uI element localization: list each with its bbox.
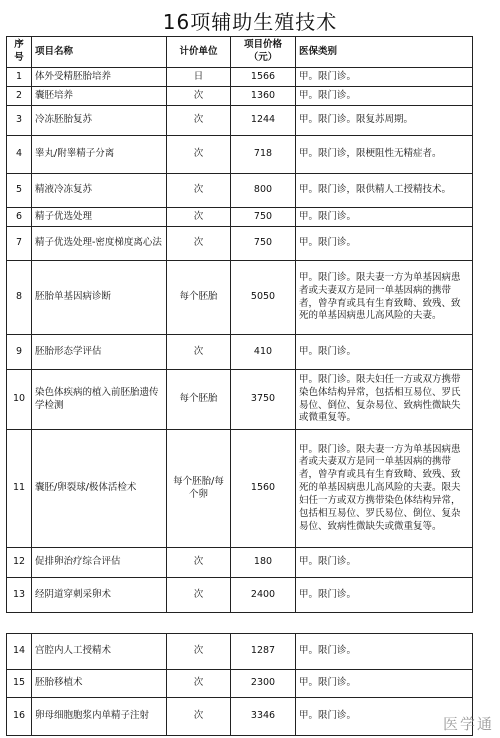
cell-unit: 次 (167, 87, 231, 106)
header-unit: 计价单位 (167, 37, 231, 68)
table-row (7, 634, 473, 670)
cell-price: 1244 (231, 106, 296, 136)
cell-name: 胚胎形态学评估 (32, 335, 167, 370)
cell-no: 10 (7, 370, 32, 430)
table-row (7, 106, 473, 136)
cell-insurance: 甲。限门诊。 (296, 548, 473, 578)
cell-price: 750 (231, 227, 296, 261)
fee-table (6, 36, 473, 613)
cell-price: 410 (231, 335, 296, 370)
cell-unit: 次 (167, 335, 231, 370)
cell-name: 囊胚/卵裂球/极体活检术 (32, 430, 167, 548)
cell-insurance: 甲。限门诊。限夫妻一方为单基因病患者或夫妻双方是同一单基因病的携带者，曾孕育或具有生育致畸、致残、致死的单基因病患儿高风险的夫妻。限夫妇任一方或双方携带染色体结构异常，包括相互易位、罗氏易位、倒位、复杂易位、致病性微缺失或微重复等。 (296, 430, 473, 548)
cell-unit: 次 (167, 208, 231, 227)
cell-no: 8 (7, 261, 32, 335)
cell-unit: 次 (167, 548, 231, 578)
table-row (7, 136, 473, 174)
cell-price: 1566 (231, 68, 296, 87)
cell-no: 7 (7, 227, 32, 261)
cell-no: 5 (7, 174, 32, 208)
cell-unit: 次 (167, 106, 231, 136)
cell-no: 13 (7, 578, 32, 613)
table-header-row (7, 37, 473, 68)
table-body-continued (7, 634, 473, 736)
table-row (7, 227, 473, 261)
cell-no: 3 (7, 106, 32, 136)
cell-no: 2 (7, 87, 32, 106)
cell-price: 718 (231, 136, 296, 174)
cell-unit: 次 (167, 136, 231, 174)
table-row (7, 548, 473, 578)
cell-unit: 次 (167, 174, 231, 208)
table-row (7, 174, 473, 208)
cell-name: 宫腔内人工授精术 (32, 634, 167, 670)
cell-name: 经阴道穿刺采卵术 (32, 578, 167, 613)
cell-price: 180 (231, 548, 296, 578)
table-row (7, 578, 473, 613)
cell-insurance: 甲。限门诊。 (296, 87, 473, 106)
table-row (7, 87, 473, 106)
cell-price: 5050 (231, 261, 296, 335)
table-row (7, 68, 473, 87)
cell-no: 15 (7, 670, 32, 698)
table-body (7, 68, 473, 613)
cell-unit: 每个胚胎 (167, 261, 231, 335)
cell-price: 3750 (231, 370, 296, 430)
cell-no: 16 (7, 698, 32, 736)
cell-name: 冷冻胚胎复苏 (32, 106, 167, 136)
cell-name: 体外受精胚胎培养 (32, 68, 167, 87)
cell-unit: 次 (167, 670, 231, 698)
cell-name: 睾丸/附睾精子分离 (32, 136, 167, 174)
cell-name: 胚胎单基因病诊断 (32, 261, 167, 335)
page-title: 16项辅助生殖技术 (162, 10, 338, 34)
watermark-logo: 医学通 (442, 715, 494, 733)
cell-name: 染色体疾病的植入前胚胎遗传学检测 (32, 370, 167, 430)
cell-insurance: 甲。限门诊。限复苏周期。 (296, 106, 473, 136)
cell-unit: 每个胚胎/每个卵 (167, 430, 231, 548)
cell-unit: 次 (167, 578, 231, 613)
cell-no: 6 (7, 208, 32, 227)
cell-insurance: 甲。限门诊，限供精人工授精技术。 (296, 174, 473, 208)
cell-name: 胚胎移植术 (32, 670, 167, 698)
table-row (7, 370, 473, 430)
cell-no: 12 (7, 548, 32, 578)
cell-insurance: 甲。限门诊。 (296, 670, 473, 698)
header-name: 项目名称 (32, 37, 167, 68)
cell-name: 卵母细胞胞浆内单精子注射 (32, 698, 167, 736)
header-no: 序号 (7, 37, 32, 68)
table-row (7, 335, 473, 370)
cell-price: 800 (231, 174, 296, 208)
table-row (7, 208, 473, 227)
cell-insurance: 甲。限门诊。 (296, 335, 473, 370)
cell-price: 750 (231, 208, 296, 227)
table-row (7, 698, 473, 736)
cell-no: 1 (7, 68, 32, 87)
fee-table-continued (6, 633, 473, 736)
cell-price: 2400 (231, 578, 296, 613)
cell-insurance: 甲。限门诊。限夫妻一方为单基因病患者或夫妻双方是同一单基因病的携带者，曾孕育或具有生育致畸、致残、致死的单基因病患儿高风险的夫妻。 (296, 261, 473, 335)
cell-name: 促排卵治疗综合评估 (32, 548, 167, 578)
cell-price: 1560 (231, 430, 296, 548)
table-row (7, 261, 473, 335)
cell-name: 囊胚培养 (32, 87, 167, 106)
cell-insurance: 甲。限门诊。 (296, 578, 473, 613)
cell-no: 14 (7, 634, 32, 670)
cell-insurance: 甲。限门诊。 (296, 698, 473, 736)
cell-insurance: 甲。限门诊。 (296, 68, 473, 87)
cell-unit: 日 (167, 68, 231, 87)
table-row (7, 430, 473, 548)
cell-name: 精子优选处理-密度梯度离心法 (32, 227, 167, 261)
cell-name: 精液冷冻复苏 (32, 174, 167, 208)
header-insurance: 医保类别 (296, 37, 473, 68)
cell-insurance: 甲。限门诊。限夫妇任一方或双方携带染色体结构异常，包括相互易位、罗氏易位、倒位、复杂易位、致病性微缺失或微重复等。 (296, 370, 473, 430)
cell-unit: 次 (167, 227, 231, 261)
cell-price: 2300 (231, 670, 296, 698)
cell-price: 1287 (231, 634, 296, 670)
cell-insurance: 甲。限门诊。 (296, 208, 473, 227)
cell-price: 3346 (231, 698, 296, 736)
cell-no: 4 (7, 136, 32, 174)
cell-insurance: 甲。限门诊。 (296, 227, 473, 261)
table-row (7, 670, 473, 698)
cell-unit: 次 (167, 634, 231, 670)
cell-insurance: 甲。限门诊，限梗阻性无精症者。 (296, 136, 473, 174)
cell-no: 11 (7, 430, 32, 548)
cell-name: 精子优选处理 (32, 208, 167, 227)
cell-price: 1360 (231, 87, 296, 106)
header-price: 项目价格（元） (231, 37, 296, 68)
table-gap (0, 623, 500, 633)
cell-no: 9 (7, 335, 32, 370)
cell-unit: 每个胚胎 (167, 370, 231, 430)
cell-insurance: 甲。限门诊。 (296, 634, 473, 670)
cell-unit: 次 (167, 698, 231, 736)
